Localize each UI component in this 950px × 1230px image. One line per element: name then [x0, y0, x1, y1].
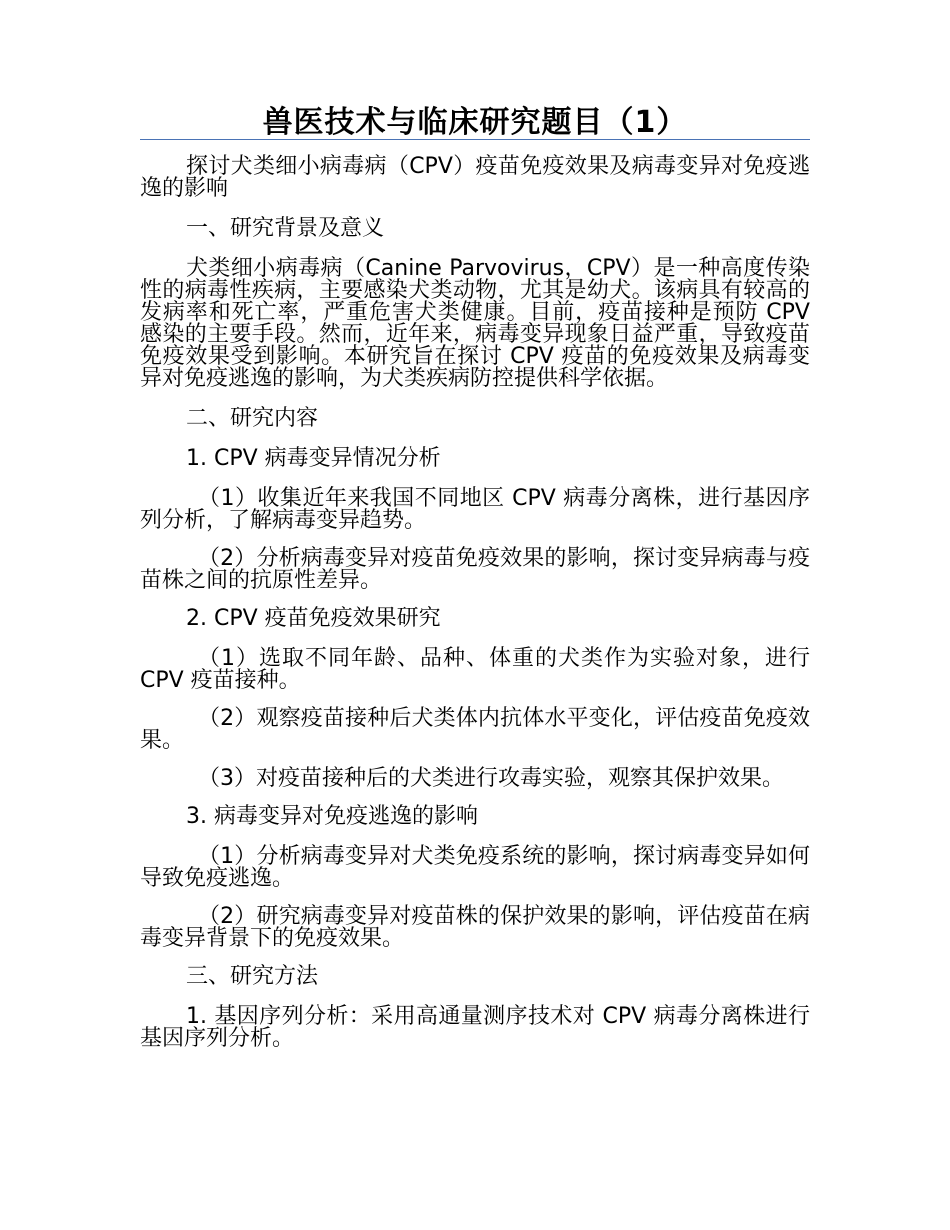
document-body: [140, 156, 810, 1050]
subheading-variation-analysis: 1. CPV 病毒变异情况分析: [186, 446, 441, 471]
list-item: （2）观察疫苗接种后犬类体内抗体水平变化，评估疫苗免疫效果。: [140, 706, 810, 753]
subheading-immune-escape: 3. 病毒变异对免疫逃逸的影响: [186, 804, 478, 829]
list-item: （2）研究病毒变异对疫苗株的保护效果的影响，评估疫苗在病毒变异背景下的免疫效果。: [140, 904, 810, 951]
list-item: （1）收集近年来我国不同地区 CPV 病毒分离株，进行基因序列分析，了解病毒变异趋势。: [140, 486, 810, 533]
research-topic: 探讨犬类细小病毒病（CPV）疫苗免疫效果及病毒变异对免疫逃逸的影响: [140, 154, 810, 201]
section-heading-methods: 三、研究方法: [186, 964, 319, 989]
list-item: （3）对疫苗接种后的犬类进行攻毒实验，观察其保护效果。: [198, 766, 784, 791]
section-heading-background: 一、研究背景及意义: [186, 216, 385, 241]
title-underline: [140, 139, 810, 140]
list-item: （2）分析病毒变异对疫苗免疫效果的影响，探讨变异病毒与疫苗株之间的抗原性差异。: [140, 546, 810, 593]
background-paragraph: 犬类细小病毒病（Canine Parvovirus，CPV）是一种高度传染性的病毒性疾病，主要感染犬类动物，尤其是幼犬。该病具有较高的发病率和死亡率，严重危害犬类健康。目前，疫苗接种是预防 CPV 感染的主要手段。然而，近年来，病毒变异现象日益严重，导致疫苗免疫效果受到影响。本研究旨在探讨 CPV 疫苗的免疫效果及病毒变异对免疫逃逸的影响，为犬类疾病防控提供科学依据。: [140, 256, 810, 391]
list-item: （1）分析病毒变异对犬类免疫系统的影响，探讨病毒变异如何导致免疫逃逸。: [140, 844, 810, 891]
subheading-vaccine-efficacy: 2. CPV 疫苗免疫效果研究: [186, 606, 441, 631]
section-heading-content: 二、研究内容: [186, 406, 319, 431]
document-title: 兽医技术与临床研究题目（1）: [262, 105, 688, 140]
list-item: （1）选取不同年龄、品种、体重的犬类作为实验对象，进行 CPV 疫苗接种。: [140, 646, 810, 693]
method-item: 1. 基因序列分析：采用高通量测序技术对 CPV 病毒分离株进行基因序列分析。: [140, 1004, 810, 1051]
